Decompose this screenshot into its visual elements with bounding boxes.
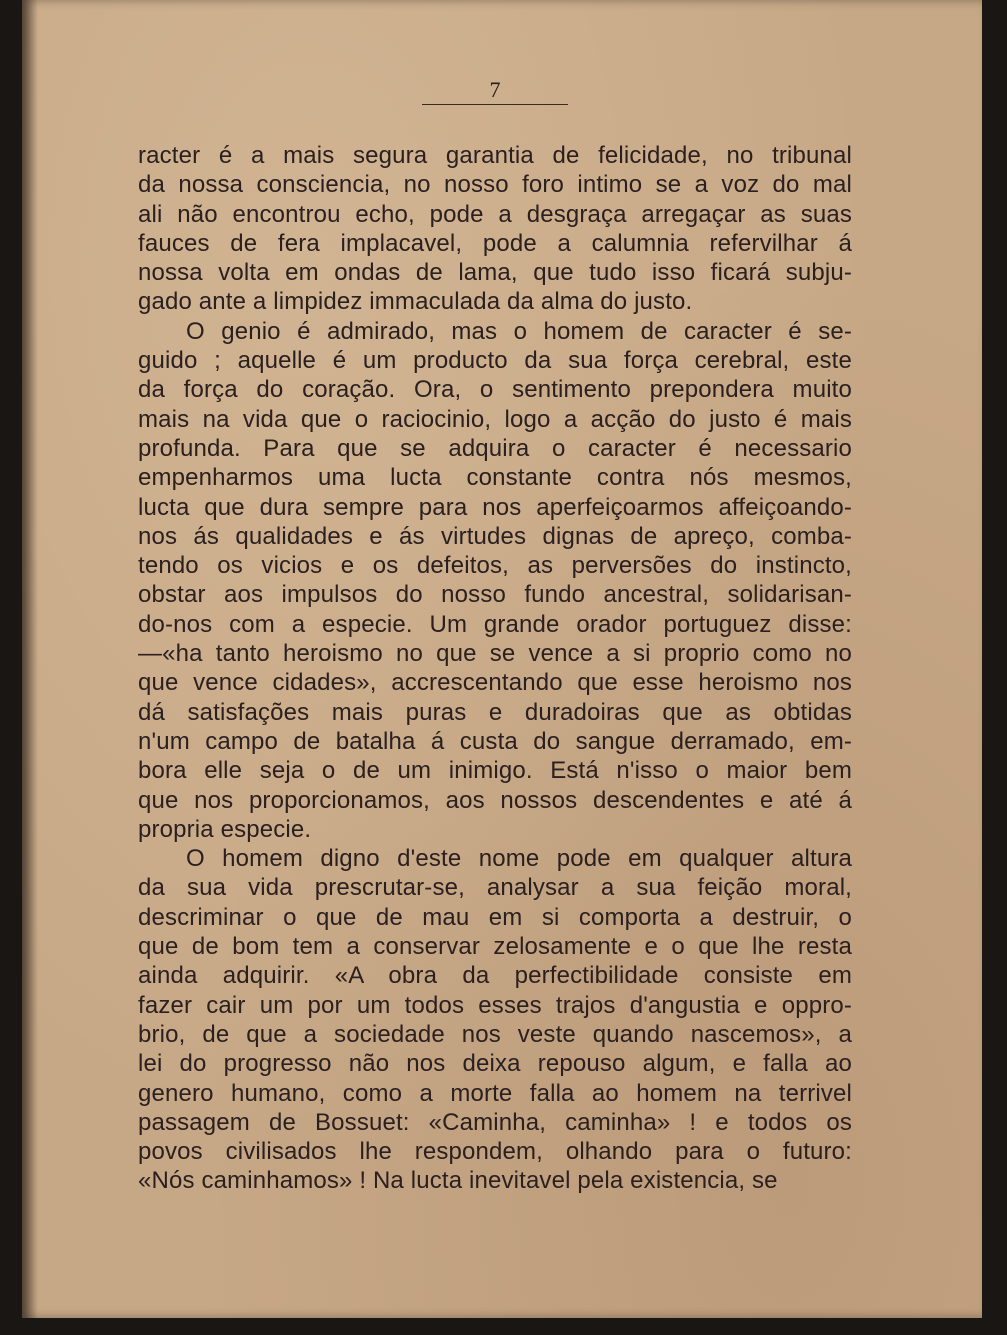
text-line: lucta que dura sempre para nos aperfeiçoarmos affeiçoando- <box>138 493 852 521</box>
text-line: da nossa consciencia, no nosso foro intimo se a voz do mal <box>138 171 852 199</box>
text-line: da força do coração. Ora, o sentimento prepondera muito <box>138 376 852 404</box>
text-line: que nos proporcionamos, aos nossos descendentes e até á <box>138 786 852 814</box>
text-line: ainda adquirir. «A obra da perfectibilidade consiste em <box>138 962 852 990</box>
text-line: n'um campo de batalha á custa do sangue derramado, em- <box>138 727 852 755</box>
header-rule <box>422 104 568 105</box>
text-line: da sua vida prescrutar-se, analysar a sua feição moral, <box>138 874 852 902</box>
text-line: bora elle seja o de um inimigo. Está n'isso o maior bem <box>138 757 852 785</box>
text-line: nos ás qualidades e ás virtudes dignas de apreço, comba- <box>138 522 852 550</box>
text-line: O genio é admirado, mas o homem de caracter é se- <box>186 317 852 345</box>
text-line: empenharmos uma lucta constante contra nós mesmos, <box>138 464 852 492</box>
text-line: que de bom tem a conservar zelosamente e o que lhe resta <box>138 933 852 961</box>
paragraph <box>138 844 852 1196</box>
text-line: racter é a mais segura garantia de felicidade, no tribunal <box>138 142 852 169</box>
text-line: do-nos com a especie. Um grande orador portuguez disse: <box>138 610 852 638</box>
text-line: genero humano, como a morte falla ao homem na terrivel <box>138 1079 852 1107</box>
text-line: passagem de Bossuet: «Caminha, caminha» ! e todos os <box>138 1108 852 1136</box>
text-line: nossa volta em ondas de lama, que tudo isso ficará subju- <box>138 259 852 287</box>
text-line: descriminar o que de mau em si comporta a destruir, o <box>138 903 852 931</box>
text-line: tendo os vicios e os defeitos, as perversões do instincto, <box>138 552 852 580</box>
text-line: mais na vida que o raciocinio, logo a acção do justo é mais <box>138 405 852 433</box>
text-line: que vence cidades», accrescentando que esse heroismo nos <box>138 669 852 697</box>
page-number: 7 <box>489 77 501 102</box>
text-line: dá satisfações mais puras e duradoiras que as obtidas <box>138 698 852 726</box>
text-line: obstar aos impulsos do nosso fundo ancestral, solidarisan- <box>138 581 852 609</box>
text-line: guido ; aquelle é um producto da sua força cerebral, este <box>138 347 852 375</box>
text-line: gado ante a limpidez immaculada da alma do justo. <box>138 288 693 316</box>
text-line: ali não encontrou echo, pode a desgraça arregaçar as suas <box>138 200 852 228</box>
text-line: povos civilisados lhe respondem, olhando para o futuro: <box>138 1138 852 1166</box>
text-line: «Nós caminhamos» ! Na lucta inevitavel pela existencia, se <box>138 1167 778 1195</box>
text-line: propria especie. <box>138 815 312 843</box>
text-line: —«ha tanto heroismo no que se vence a si proprio como no <box>138 640 852 668</box>
text-line: profunda. Para que se adquira o caracter é necessario <box>138 434 852 462</box>
page-header <box>422 78 568 105</box>
paragraph <box>138 141 852 317</box>
body-text <box>138 141 852 1196</box>
paragraph <box>138 317 852 844</box>
text-line: fauces de fera implacavel, pode a calumnia refervilhar á <box>138 229 852 257</box>
page-gutter-shadow <box>22 0 38 1318</box>
text-line: brio, de que a sociedade nos veste quando nascemos», a <box>138 1020 852 1048</box>
text-line: O homem digno d'este nome pode em qualquer altura <box>186 845 852 873</box>
text-line: fazer cair um por um todos esses trajos d'angustia e oppro- <box>138 991 852 1019</box>
text-line: lei do progresso não nos deixa repouso algum, e falla ao <box>138 1050 852 1078</box>
